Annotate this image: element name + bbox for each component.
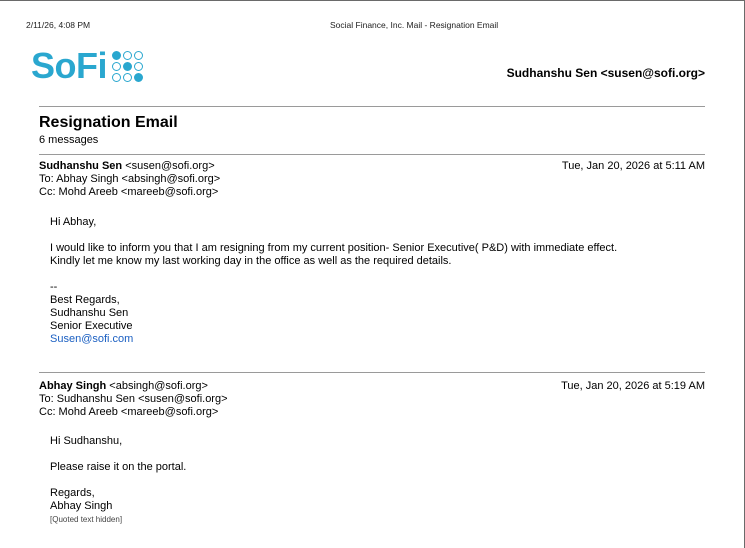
- page-border-top: [0, 0, 745, 1]
- message-count: 6 messages: [39, 134, 99, 146]
- greeting: Hi Abhay,: [50, 216, 97, 228]
- account-identity: Sudhanshu Sen <susen@sofi.org>: [506, 66, 705, 80]
- signature-title: Senior Executive: [50, 320, 133, 332]
- cc-line: Cc: Mohd Areeb <mareeb@sofi.org>: [39, 406, 219, 418]
- sender-email: <susen@sofi.org>: [125, 160, 215, 172]
- divider: [39, 154, 705, 155]
- divider: [39, 372, 705, 373]
- signature-email-link[interactable]: Susen@sofi.com: [50, 333, 134, 345]
- greeting: Hi Sudhanshu,: [50, 435, 123, 447]
- print-title: Social Finance, Inc. Mail - Resignation Email: [330, 20, 499, 30]
- divider: [39, 106, 705, 107]
- print-datetime: 2/11/26, 4:08 PM: [26, 20, 91, 30]
- to-line: To: Abhay Singh <absingh@sofi.org>: [39, 173, 221, 185]
- message-date: Tue, Jan 20, 2026 at 5:11 AM: [561, 160, 705, 172]
- message-1: [39, 160, 705, 346]
- sender-name: Abhay Singh: [39, 380, 107, 392]
- signature-separator: --: [50, 281, 58, 293]
- cc-line: Cc: Mohd Areeb <mareeb@sofi.org>: [39, 186, 219, 198]
- signature-regards: Regards,: [50, 487, 95, 499]
- thread-subject: Resignation Email: [39, 114, 178, 131]
- signature-name: Abhay Singh: [50, 500, 113, 512]
- body-line: Please raise it on the portal.: [50, 461, 187, 473]
- sofi-logo: [31, 45, 143, 86]
- logo-text: SoFi: [31, 45, 107, 86]
- sender-name: Sudhanshu Sen: [39, 160, 123, 172]
- message-body: [50, 216, 705, 346]
- message-2: [39, 380, 705, 526]
- logo-dots-icon: [112, 51, 143, 82]
- body-line: Kindly let me know my last working day in the office as well as the required details.: [50, 255, 452, 267]
- signature-name: Sudhanshu Sen: [50, 307, 129, 319]
- signature-regards: Best Regards,: [50, 294, 120, 306]
- message-header: [39, 380, 705, 393]
- message-body: [50, 435, 705, 526]
- message-date: Tue, Jan 20, 2026 at 5:19 AM: [561, 380, 705, 392]
- body-line: I would like to inform you that I am resigning from my current position- Senior Executive( P&D) with immediate effect.: [50, 242, 618, 254]
- quoted-text-toggle[interactable]: [Quoted text hidden]: [50, 515, 123, 524]
- to-line: To: Sudhanshu Sen <susen@sofi.org>: [39, 393, 228, 405]
- message-header: [39, 160, 705, 173]
- sender-email: <absingh@sofi.org>: [109, 380, 208, 392]
